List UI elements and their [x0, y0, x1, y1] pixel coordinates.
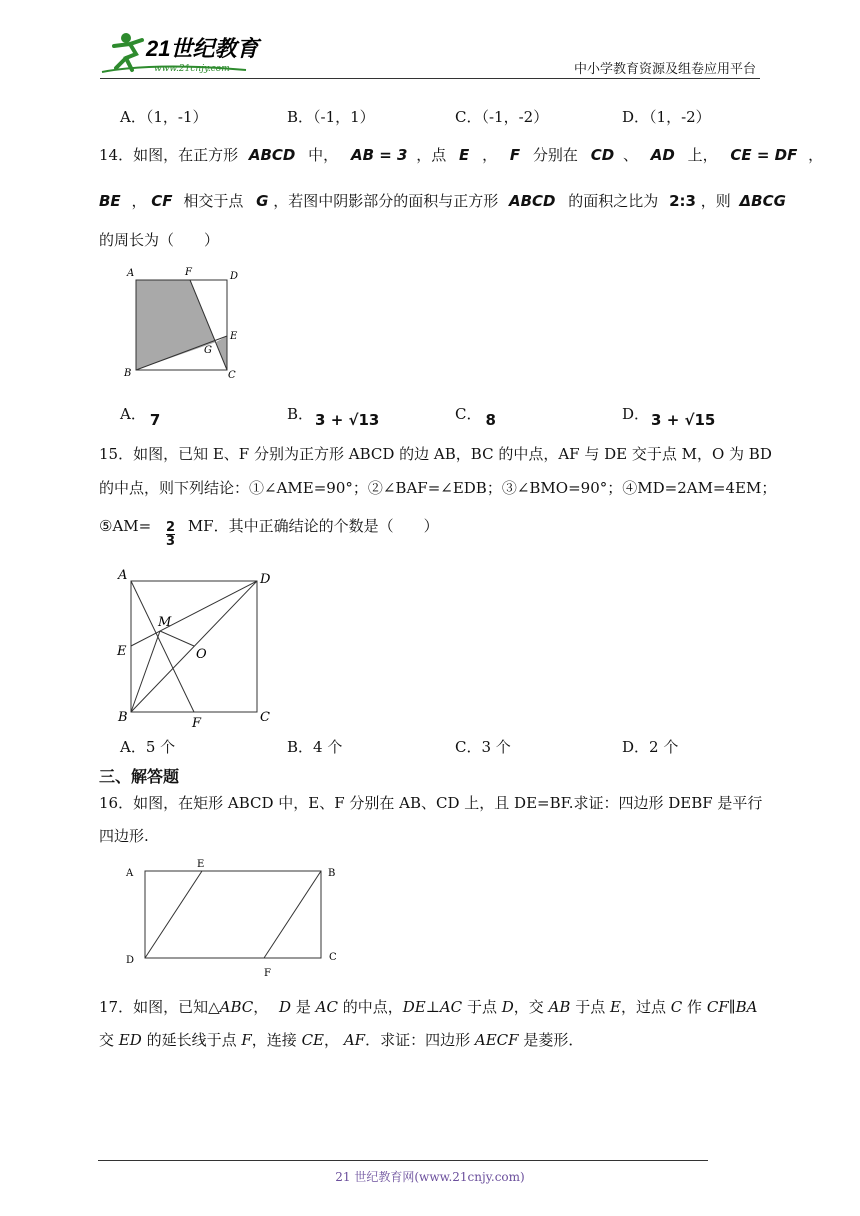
- q17-line2: 交 ED 的延长线于点 F，连接 CE， AF．求证：四边形 AECF 是菱形．: [99, 1031, 584, 1049]
- q16-label-b: B: [328, 868, 336, 879]
- q15-option-b: B．4 个: [287, 738, 343, 756]
- header-platform-text: 中小学教育资源及组卷应用平台: [573, 62, 756, 77]
- q13-option-b: B．（-1，1）: [287, 108, 375, 126]
- footer-divider: [98, 1160, 708, 1161]
- q15-option-c: C．3 个: [455, 738, 511, 756]
- q15-line-af: [131, 581, 194, 712]
- q14-label-e: E: [230, 331, 238, 342]
- q15-line3: ⑤AM= $\frac{2}{3}$ MF．其中正确结论的个数是（ ）: [99, 517, 439, 549]
- q16-label-a: A: [126, 868, 134, 879]
- logo-text: 21世纪教育: [146, 36, 259, 61]
- q14-label-c: C: [228, 370, 236, 381]
- q13-option-a: A．（1，-1）: [120, 108, 208, 126]
- q15-line1: 15．如图，已知 E、F 分别为正方形 ABCD 的边 AB，BC 的中点，AF 与 DE 交于点 M，O 为 BD: [99, 445, 772, 463]
- header-divider: [100, 78, 760, 79]
- q14-figure: [118, 262, 248, 382]
- runner-logo-icon: [96, 28, 266, 78]
- q14-label-d: D: [230, 271, 239, 282]
- q15-label-o: O: [196, 647, 207, 662]
- q14-line1: 14．如图，在正方形 ABCD 中， AB = 3 ，点 E ， F 分别在 CD 、 AD 上， CE = DF ，: [99, 146, 824, 164]
- q14-label-g: G: [204, 345, 212, 356]
- q14-line3: 的周长为（ ）: [99, 231, 220, 249]
- q16-label-e: E: [197, 859, 205, 870]
- q16-label-d: D: [126, 955, 135, 966]
- site-logo: [96, 28, 266, 82]
- q16-figure: [120, 852, 350, 982]
- q15-label-f: F: [192, 716, 202, 731]
- q16-line-bf: [264, 871, 321, 958]
- logo-url: www.21cnjy.com: [154, 64, 230, 74]
- section-title: 三、解答题: [99, 767, 180, 786]
- q16-line2: 四边形.: [99, 827, 149, 845]
- q16-line1: 16．如图，在矩形 ABCD 中，E、F 分别在 AB、CD 上，且 DE=BF.求证：四边形 DEBF 是平行: [99, 794, 763, 812]
- q16-label-c: C: [329, 952, 337, 963]
- q15-label-a: A: [118, 568, 128, 583]
- q15-line-ed: [131, 581, 257, 646]
- q15-option-d: D．2 个: [622, 738, 679, 756]
- q15-option-a: A．5 个: [120, 738, 176, 756]
- q16-rectangle: [145, 871, 321, 958]
- q14-line2: BE ， CF 相交于点 G ，若图中阴影部分的面积与正方形 ABCD 的面积之比为 2:3 ，则 ΔBCG: [99, 192, 786, 210]
- q14-shaded-region-1: [136, 280, 216, 370]
- q15-line-bm: [131, 631, 160, 712]
- q14-option-b: B． 3 + √13: [287, 405, 380, 429]
- q14-option-d: D． 3 + √15: [622, 405, 716, 429]
- q16-line-de: [145, 871, 202, 958]
- footer-text[interactable]: 21 世纪教育网(www.21cnjy.com): [335, 1170, 525, 1184]
- q15-line2: 的中点，则下列结论：①∠AME=90°；②∠BAF=∠EDB；③∠BMO=90°；④MD=2AM=4EM；: [99, 479, 777, 497]
- q15-label-c: C: [260, 710, 270, 725]
- q17-line1: 17．如图，已知△ABC， D 是 AC 的中点，DE⊥AC 于点 D，交 AB 于点 E，过点 C 作 CF∥BA: [99, 998, 758, 1016]
- q15-label-b: B: [118, 710, 128, 725]
- q13-option-c: C．（-1，-2）: [455, 108, 549, 126]
- q14-label-f: F: [185, 267, 192, 278]
- q13-option-d: D．（1，-2）: [622, 108, 711, 126]
- q15-label-e: E: [117, 644, 127, 659]
- q16-label-f: F: [264, 968, 271, 979]
- q15-label-d: D: [260, 572, 271, 587]
- q14-option-c: C． 8: [455, 405, 496, 429]
- q15-fraction: $\frac{2}{3}$: [166, 520, 176, 549]
- q14-label-b: B: [124, 368, 132, 379]
- q15-line-mo: [160, 631, 194, 646]
- q15-figure: [112, 566, 282, 731]
- q14-option-a: A． 7: [120, 405, 161, 429]
- q15-line-bd: [131, 581, 257, 712]
- q15-label-m: M: [158, 615, 172, 630]
- q14-label-a: A: [127, 268, 135, 279]
